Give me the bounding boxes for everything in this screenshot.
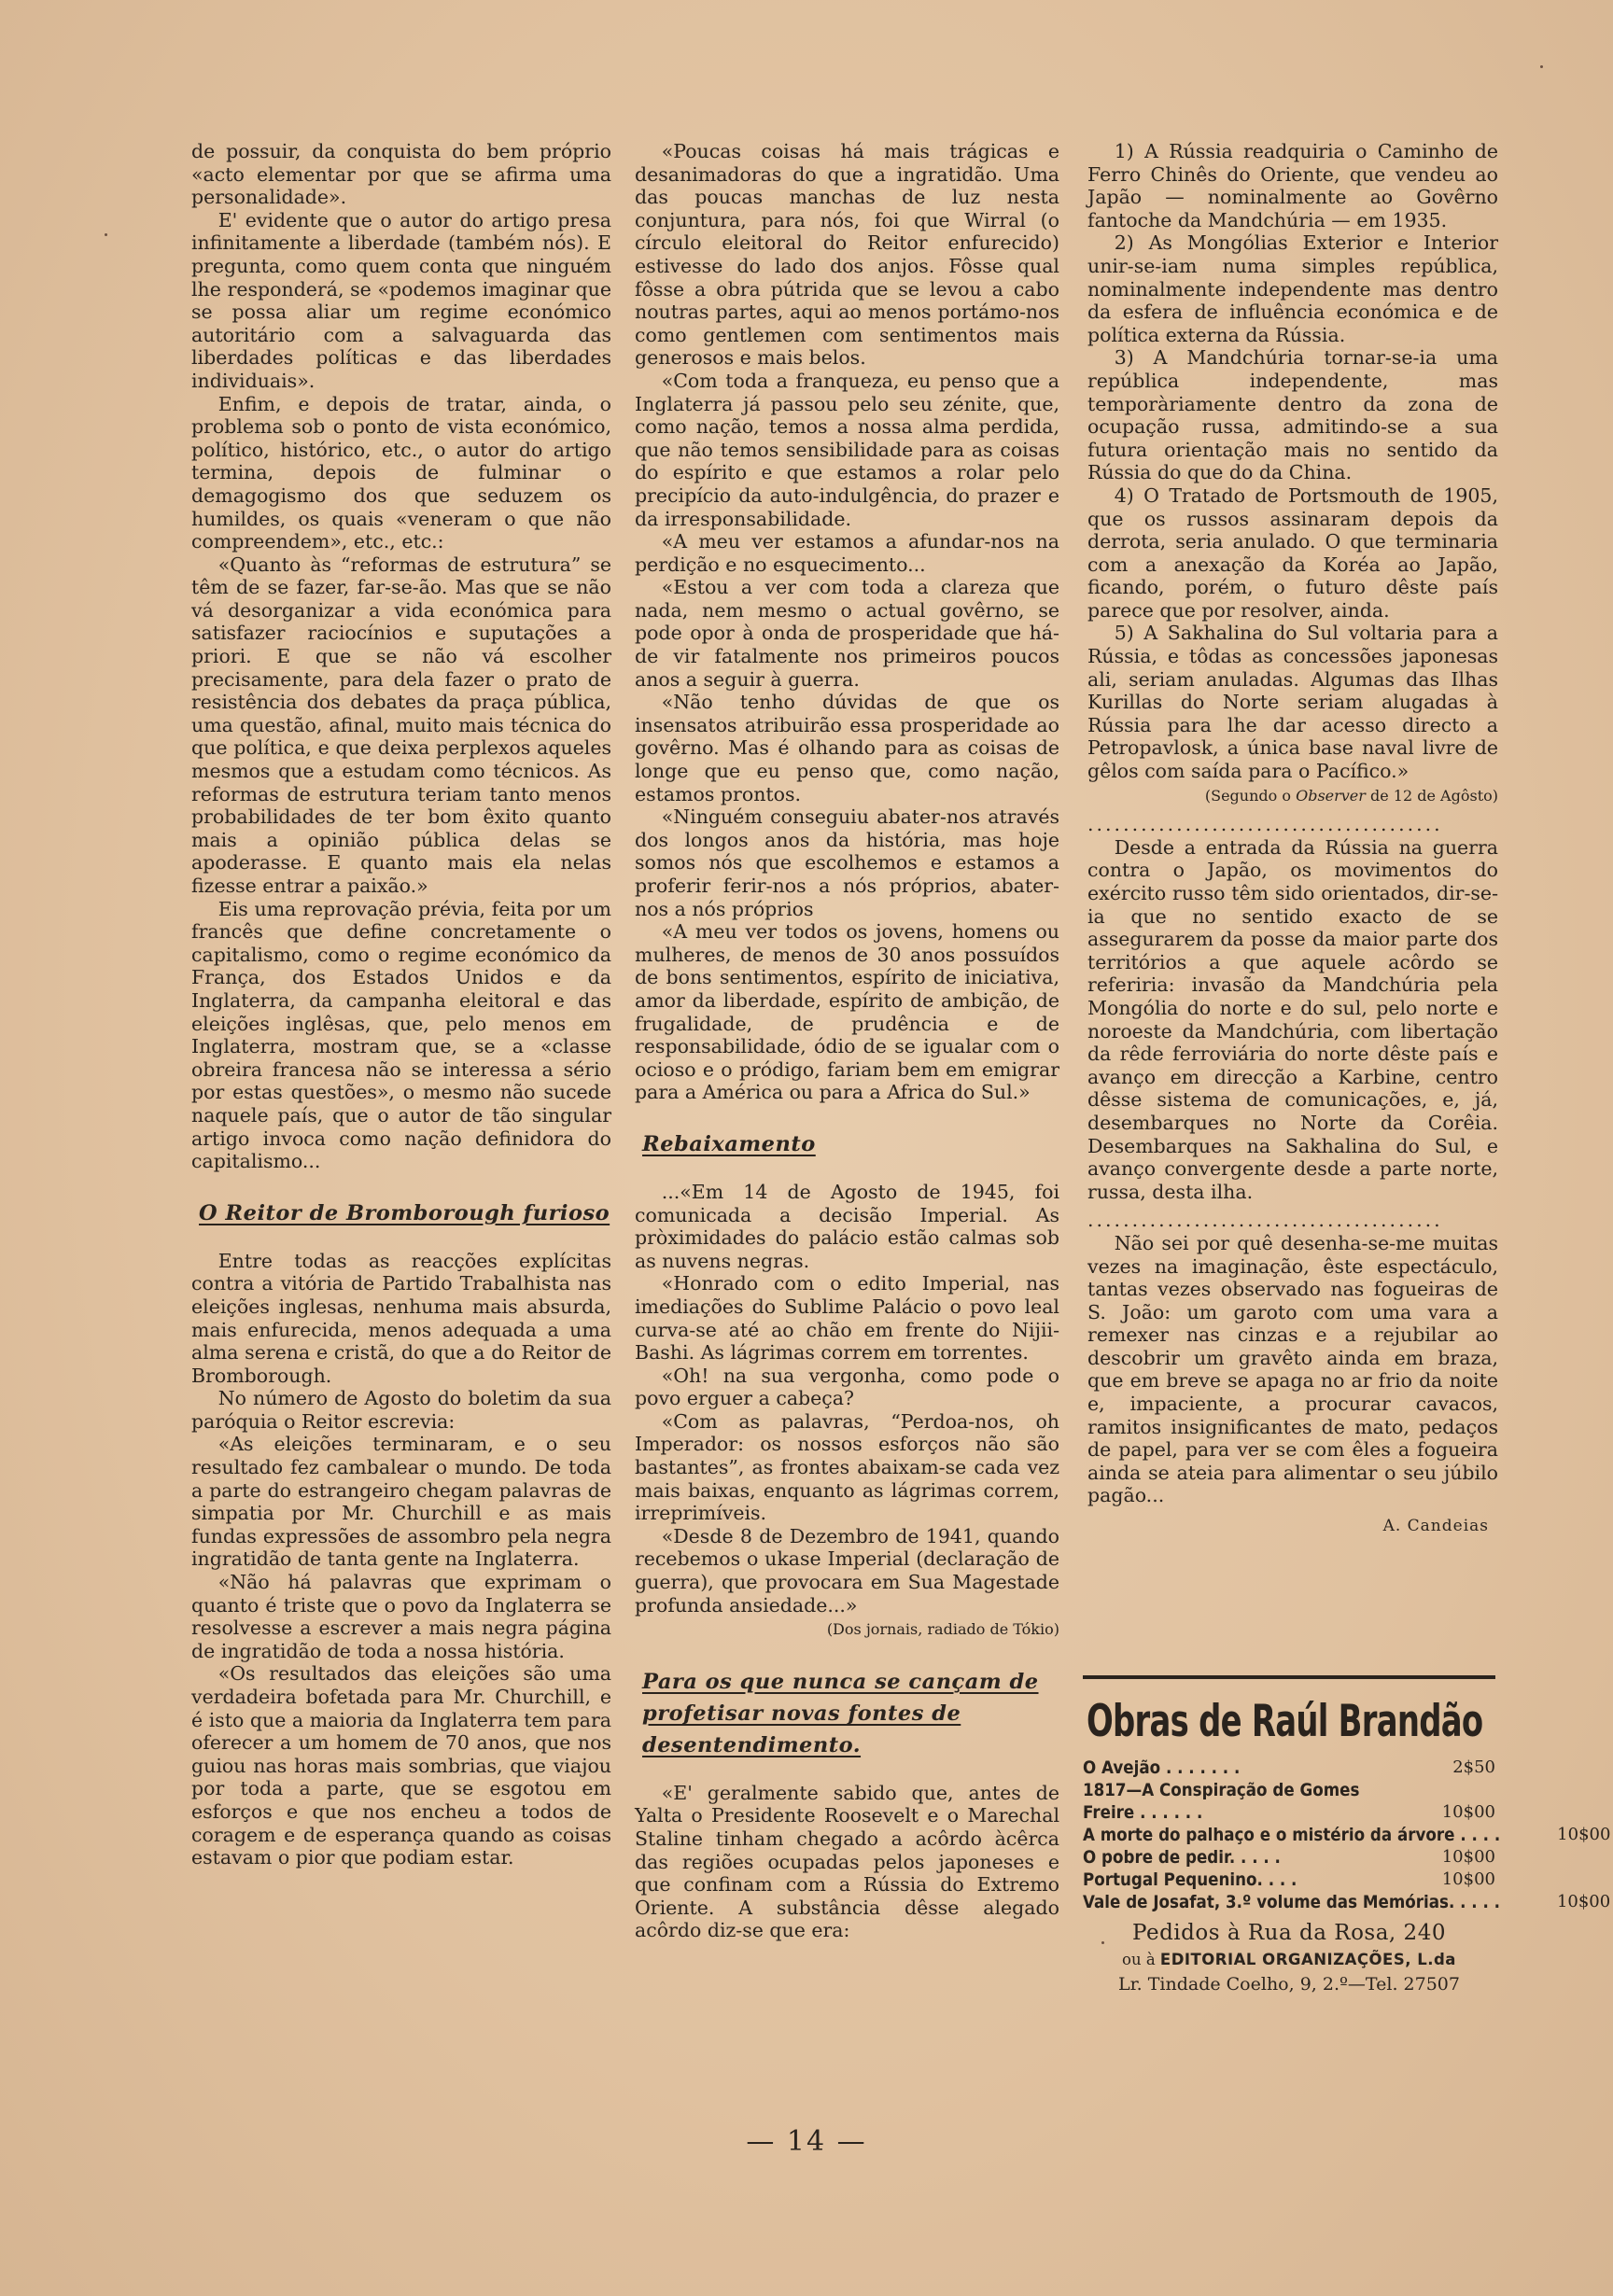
- book-price: 10$00: [1556, 1892, 1611, 1911]
- source-publication: Observer: [1296, 786, 1366, 805]
- publisher-prefix: ou à: [1122, 1951, 1160, 1968]
- section-heading-reitor: O Reitor de Bromborough furioso: [199, 1200, 610, 1225]
- separator-dots: ........................................: [1087, 1209, 1443, 1232]
- book-title: 1817—A Conspiração de Gomes: [1083, 1780, 1360, 1800]
- list-item: 4) O Tratado de Portsmouth de 1905, que os russos assinaram depois da derrota, seria anulado. O que terminaria com a anexação da Koréa ao Japão, ficando, porém, o futuro dêste país parece que por resolver, ainda.: [1087, 483, 1498, 622]
- book-title: Portugal Pequenino. . . .: [1083, 1869, 1297, 1890]
- paragraph: «Poucas coisas há mais trágicas e desanimadoras do que a ingratidão. Uma das poucas manchas de luz nesta conjuntura, para nós, foi que Wirral (o círculo eleitoral do Reitor enfurecido) estivesse do lado dos anjos. Fôsse qual fôsse a obra pútrida que se levou a cabo noutras partes, aqui ao menos portámo-nos como gentlemen com sentimentos mais generosos e mais belos.: [635, 140, 1059, 370]
- ad-title: Obras de Raúl Brandão: [1087, 1696, 1483, 1747]
- book-title: Vale de Josafat, 3.º volume das Memórias. . . . .: [1083, 1892, 1500, 1912]
- paper-speck: [1540, 65, 1543, 68]
- book-title: O pobre de pedir. . . . .: [1083, 1847, 1281, 1868]
- paragraph: «Estou a ver com toda a clareza que nada, nem mesmo o actual govêrno, se pode opor à onda de prosperidade que há-de vir fatalmente nos primeiros poucos anos a seguir à guerra.: [635, 576, 1059, 691]
- book-title: Freire . . . . . .: [1083, 1802, 1203, 1823]
- source-text: (Segundo o: [1204, 786, 1297, 805]
- book-price: 10$00: [1441, 1802, 1495, 1822]
- source-note: (Dos jornais, radiado de Tókio): [826, 1620, 1059, 1639]
- separator-dots: ........................................: [1087, 813, 1443, 836]
- paragraph: «E' geralmente sabido que, antes de Yalta o Presidente Roosevelt e o Marechal Staline tinham chegado a acôrdo àcêrca das regiões ocupadas pelos japoneses e que confinam com a Rússia do Extremo Oriente. A substância dêsse alegado acôrdo diz-se que era:: [635, 1781, 1059, 1942]
- paragraph: «Desde 8 de Dezembro de 1941, quando recebemos o ukase Imperial (declaração de guerra), que provocara em Sua Magestade profunda ansiedade...»: [635, 1524, 1059, 1617]
- author-signature: A. Candeias: [1382, 1517, 1489, 1536]
- book-list-item: [1083, 1846, 1495, 1869]
- paragraph: «Quanto às “reformas de estrutura” se têm de se fazer, far-se-ão. Mas que se não vá desorganizar a vida económica para satisfazer raciocínios e suputações a priori. E que se não vá escolher precisamente, para dela fazer o prato de resistência dos debates da praça pública, uma questão, afinal, muito mais técnica do que política, e que deixa perplexos aqueles mesmos que a estudam como técnicos. As reformas de estrutura teriam tanto menos probabilidades de ter bom êxito quanto mais a opinião pública delas se apoderasse. E quanto mais ela nelas fizesse entrar a paixão.»: [191, 553, 611, 897]
- page-number: — 14 —: [746, 2125, 867, 2158]
- list-item: 1) A Rússia readquiria o Caminho de Ferro Chinês do Oriente, que vendeu ao Japão — nominalmente ao Govêrno fantoche da Mandchúria — em 1935.: [1087, 140, 1498, 231]
- column-2: [635, 140, 1059, 1942]
- book-list-item: [1083, 1869, 1495, 1891]
- book-list-item: [1083, 1801, 1495, 1824]
- paragraph: «Não tenho dúvidas de que os insensatos atribuirão essa prosperidade ao govêrno. Mas é olhando para as coisas de longe que eu penso que, como nação, estamos prontos.: [635, 691, 1059, 805]
- paragraph: «Os resultados das eleições são uma verdadeira bofetada para Mr. Churchill, e é isto que a maioria da Inglaterra tem para oferecer a um homem de 70 anos, que nos guiou nas horas mais sombrias, que viajou por toda a parte, que se esgotou em esforços e que nos encheu a todos de coragem e de esperança quando as coisas estavam o pior que podiam estar.: [191, 1662, 611, 1869]
- paragraph: «Honrado com o edito Imperial, nas imediações do Sublime Palácio o povo leal curva-se até ao chão em frente do Nijii-Bashi. As lágrimas correm em torrentes.: [635, 1272, 1059, 1365]
- paragraph: «Ninguém conseguiu abater-nos através dos longos anos da história, mas hoje somos nós que escolhemos e estamos a proferir ferir-nos a nós próprios, abater-nos a nós próprios: [635, 805, 1059, 920]
- book-advertisement: [1083, 1675, 1611, 1995]
- book-title: A morte do palhaço e o mistério da árvore . . . .: [1083, 1825, 1501, 1845]
- paragraph: «Com as palavras, “Perdoa-nos, oh Imperador: os nossos esforços não são bastantes”, as frontes abaixam-se cada vez mais baixas, enquanto as lágrimas correm, irreprimíveis.: [635, 1409, 1059, 1525]
- book-price: 10$00: [1441, 1847, 1495, 1867]
- paragraph: «A meu ver estamos a afundar-nos na perdição e no esquecimento...: [635, 530, 1059, 576]
- paragraph: «As eleições terminaram, e o seu resultado fez cambalear o mundo. De toda a parte do estrangeiro chegam palavras de simpatia por Mr. Churchill e as mais fundas expressões de assombro pela negra ingratidão de tanta gente na Inglaterra.: [191, 1433, 611, 1571]
- book-title: O Avejão . . . . . . .: [1083, 1757, 1241, 1778]
- paragraph: E' evidente que o autor do artigo presa infinitamente a liberdade (também nós). E pregunta, como quem conta que ninguém lhe responderá, se «podemos imaginar que se possa aliar um regime económico autoritário com a salvaguarda das liberdades políticas e das liberdades individuais».: [191, 208, 611, 392]
- paragraph: Não sei por quê desenha-se-me muitas vezes na imaginação, êste espectáculo, tantas vezes observado nas fogueiras de S. João: um garoto com uma vara a remexer nas cinzas e a rejubilar ao descobrir um gravêto ainda em braza, que em breve se apaga no ar frio da noite e, impaciente, a procurar cavacos, ramitos insignificantes de mato, pedaços de papel, para ver se com êles a fogueira ainda se ateia para alimentar o seu júbilo pagão...: [1087, 1231, 1498, 1507]
- book-price: 10$00: [1441, 1869, 1495, 1889]
- paragraph: Entre todas as reacções explícitas contra a vitória de Partido Trabalhista nas eleições inglesas, nenhuma mais absurda, mais enfurecida, menos adequada a uma alma serena e cristã, do que a do Reitor de Bromborough.: [191, 1249, 611, 1387]
- paragraph: «A meu ver todos os jovens, homens ou mulheres, de menos de 30 anos possuídos de bons sentimentos, espírito de iniciativa, amor da liberdade, espírito de ambição, de frugalidade, de prudência e de responsabilidade, ódio de se igualar com o ocioso e o pródigo, fariam bem em emigrar para a América ou para a Africa do Sul.»: [635, 920, 1059, 1104]
- book-list-item: [1083, 1779, 1495, 1801]
- paper-speck: [1101, 1941, 1104, 1944]
- column-3: [1087, 140, 1498, 1538]
- paragraph: Desde a entrada da Rússia na guerra contra o Japão, os movimentos do exército russo têm sido orientados, dir-se-ia que no sentido exacto de se assegurarem da posse da maior parte dos territórios a que aquele acôrdo se referiria: invasão da Mandchúria pela Mongólia do norte e do sul, pelo norte e noroeste da Mandchúria, com libertação da rêde ferroviária do norte dêste país e avanço em direcção a Karbine, centro dêsse sistema de comunicações, e, já, desembarques no Norte da Corêia. Desembarques na Sakhalina do Sul, e avanço convergente desde a parte norte, russa, desta ilha.: [1087, 835, 1498, 1203]
- paragraph: No número de Agosto do boletim da sua paróquia o Reitor escrevia:: [191, 1387, 611, 1433]
- paragraph: Eis uma reprovação prévia, feita por um francês que define concretamente o capitalismo, como o regime económico da França, dos Estados Unidos e da Inglaterra, da campanha eleitoral e das eleições inglêsas, que, pelo menos em Inglaterra, mostram que, se a «classe obreira francesa não se interessa a sério por estas questões», o mesmo não sucede naquele país, que o autor de tão singular artigo invoca como nação definidora do capitalismo...: [191, 897, 611, 1173]
- publisher-line: [1083, 1951, 1495, 1968]
- source-note: [1087, 785, 1498, 808]
- section-heading-profetisar: Para os que nunca se cançam de profetisar novas fontes de desentendimento.: [642, 1669, 1039, 1757]
- book-list-item: [1083, 1757, 1495, 1779]
- order-address: Pedidos à Rua da Rosa, 240: [1132, 1921, 1446, 1945]
- paragraph: ...«Em 14 de Agosto de 1945, foi comunicada a decisão Imperial. As pròximidades do palácio estão calmas sob as nuvens negras.: [635, 1180, 1059, 1272]
- column-1: [191, 140, 611, 1869]
- section-heading-rebaixamento: Rebaixamento: [642, 1131, 816, 1156]
- paragraph: «Com toda a franqueza, eu penso que a Inglaterra já passou pelo seu zénite, que, como nação, temos a nossa alma perdida, que não temos sensibilidade para as coisas do espírito e que estamos a rolar pelo precipício da auto-indulgência, do prazer e da irresponsabilidade.: [635, 369, 1059, 530]
- paragraph: de possuir, da conquista do bem próprio «acto elementar por que se afirma uma personalidade».: [191, 140, 611, 209]
- book-price: 10$00: [1557, 1825, 1611, 1844]
- book-price: [1428, 1779, 1495, 1801]
- book-list-item: [1083, 1824, 1611, 1846]
- paragraph: Enfim, e depois de tratar, ainda, o problema sob o ponto de vista económico, político, histórico, etc., o autor do artigo termina, depois de fulminar o demagogismo dos que seduzem os humildes, os quais «veneram o que não compreendem», etc., etc.:: [191, 392, 611, 553]
- paper-speck: [105, 233, 107, 236]
- list-item: 2) As Mongólias Exterior e Interior unir-se-iam numa simples república, nominalmente independente mas dentro da esfera de influência económica e de política externa da Rússia.: [1087, 231, 1498, 346]
- book-price: 2$50: [1452, 1757, 1495, 1777]
- publisher-name: EDITORIAL ORGANIZAÇÕES, L.da: [1159, 1951, 1456, 1968]
- list-item: 3) A Mandchúria tornar-se-ia uma república independente, mas temporàriamente dentro da zona de ocupação russa, admitindo-se a sua futura orientação mais no sentido da Rússia do que do da China.: [1087, 346, 1498, 484]
- book-list-item: [1083, 1891, 1611, 1913]
- paragraph: «Oh! na sua vergonha, como pode o povo erguer a cabeça?: [635, 1364, 1059, 1410]
- publisher-address: Lr. Tindade Coelho, 9, 2.º—Tel. 27507: [1118, 1974, 1460, 1995]
- list-item: 5) A Sakhalina do Sul voltaria para a Rússia, e tôdas as concessões japonesas ali, seriam anuladas. Algumas das Ilhas Kurillas do Norte seriam alugadas à Rússia para lhe dar acesso directo a Petropavlosk, a única base naval livre de gêlos com saída para o Pacífico.»: [1087, 622, 1498, 783]
- source-text: de 12 de Agôsto): [1365, 786, 1498, 805]
- paragraph: «Não há palavras que exprimam o quanto é triste que o povo da Inglaterra se resolvesse a escrever a mais negra página de ingratidão de toda a nossa história.: [191, 1571, 611, 1662]
